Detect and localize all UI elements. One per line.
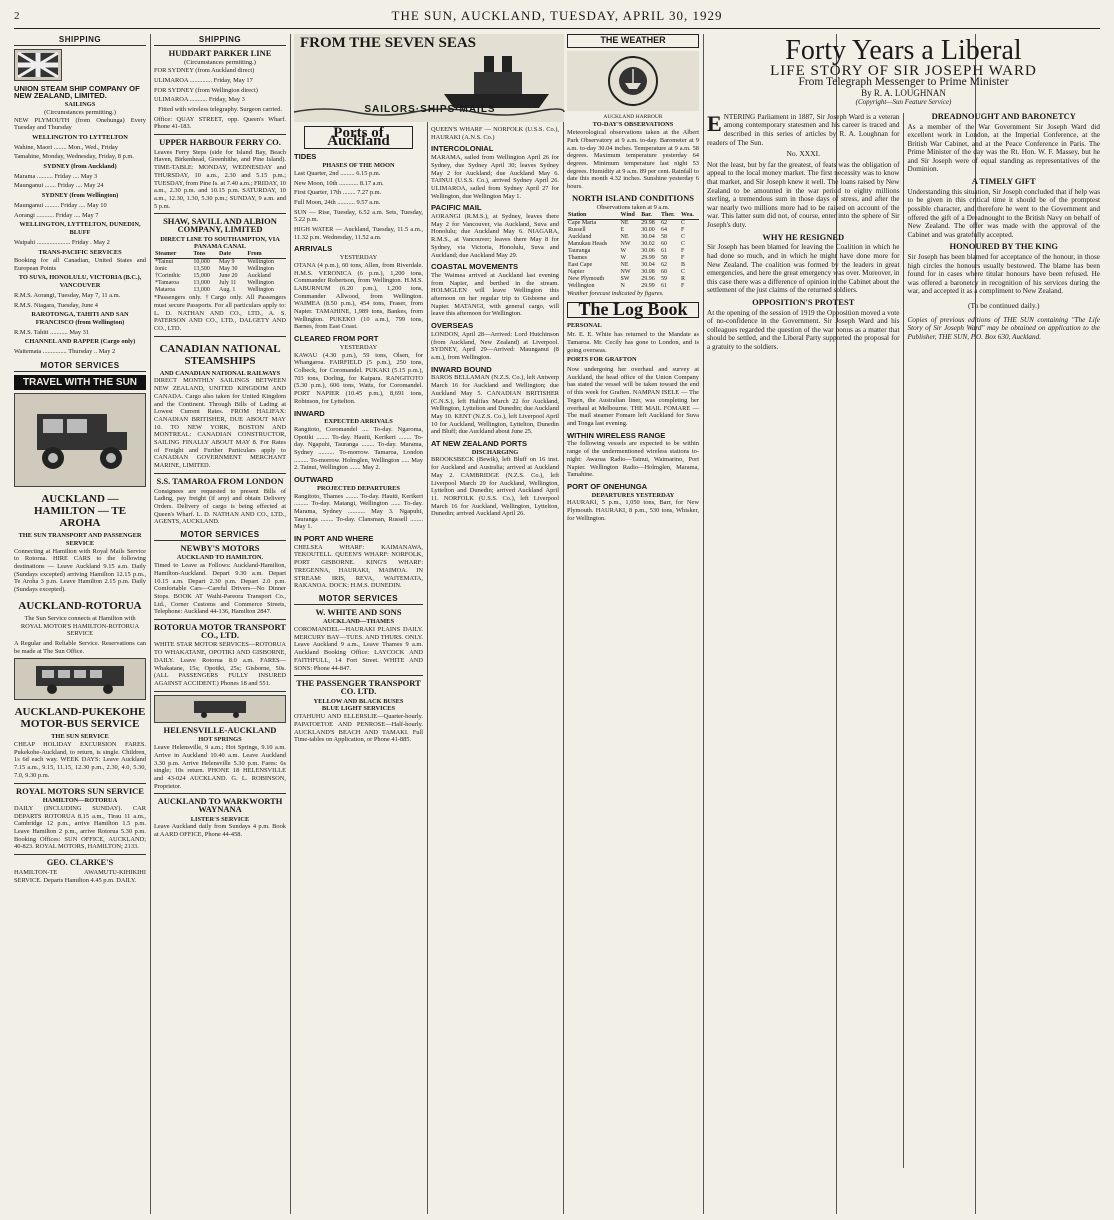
shaw-savill-sub: DIRECT LINE TO SOUTHAMPTON, VIA PANAMA CANAL bbox=[160, 235, 280, 251]
tp-line: TO SUVA, HONOLULU, VICTORIA (B.C.), VANCOUVER bbox=[18, 274, 142, 290]
column-rule bbox=[563, 34, 564, 1214]
moon-line: First Quarter, 17th ........ 7.27 p.m. bbox=[294, 189, 382, 197]
rotorua-heading: AUCKLAND-ROTORUA bbox=[18, 599, 142, 612]
inward-bound-heading: INWARD BOUND bbox=[431, 364, 492, 374]
table-cell: 59 bbox=[661, 276, 668, 283]
inward-bound-body: BAROS BELLAMAN (N.Z.S. Co.), left Antwerp March 16 for Auckland and Wellington; due Auckland May 5. CANADIAN BRITISHER (C.N.S.), left Halifax March 22 for Auckland, Wellington, Lyttelton and Dunedin; due Auckland May 10. KENT (N.Z.S. Co.), left Liverpool April 10 for Auckland, Wellington, Lyttelton, Dunedin and Bluff; due Auckland about June 25. bbox=[431, 374, 559, 436]
table-cell: C bbox=[681, 269, 686, 276]
subhead-dreadnought: DREADNOUGHT AND BARONETCY bbox=[931, 110, 1076, 121]
shaw-savill-heading: SHAW, SAVILL AND ALBION COMPANY, LIMITED bbox=[163, 216, 277, 235]
onehunga-departures: DEPARTURES YESTERDAY bbox=[591, 491, 675, 499]
cnr-body: DIRECT MONTHLY SAILINGS BETWEEN NEW ZEALAND, UNITED KINGDOM AND CANADA. Cargo also taken for United Kingdom and the Continent. Through Bills of Lading at Lowest Current Rates. FROM HALIFAX: CANADIAN BRITISHER, DUE ABOUT MAY 10. TO NEW YORK, BOSTON AND MONTREAL: CANADIAN CONSTRUCTOR, SAILING FINALLY ABOUT MAY 8. For Rates of Freight and Further Particulars apply to CANADIAN GOVERNMENT MERCHANT MARINE, LIMITED. bbox=[154, 377, 286, 470]
union-line: Maunganui ......... Friday .... May 10 bbox=[14, 201, 107, 209]
table-cell: E bbox=[620, 227, 625, 234]
section-heading-shipping: SHIPPING bbox=[14, 36, 146, 46]
feature-lead: ENTERING Parliament in 1887, Sir Joseph Ward is a veteran among contemporary statesmen and his career is traced and described in this series of articles by R. A. Loughnan for readers of The Sun. bbox=[707, 110, 900, 147]
motor-bus-illustration bbox=[14, 658, 146, 700]
table-header: Date bbox=[218, 251, 246, 259]
table-cell: 61 bbox=[661, 248, 668, 255]
passenger-transport-heading: THE PASSENGER TRANSPORT CO. LTD. bbox=[296, 678, 421, 696]
table-cell: 61 bbox=[661, 283, 668, 290]
table-header: Wea. bbox=[680, 212, 699, 220]
table-cell: 30.00 bbox=[641, 227, 655, 234]
passenger-body: OTAHUHU AND ELLERSLIE—Quarter-hourly. PAPATOETOE AND PENROSE—Half-hourly. AUCKLAND'S BEACH AND TAMAKI. Full Time-tables on Application, or Phone 41-885. bbox=[294, 713, 423, 744]
huddart-line: FOR SYDNEY (from Wellington direct) bbox=[154, 86, 258, 94]
inward-body: Rangitoto, Coromandel .... To-day. Ngaroma, Opotiki ........ To-day. Hauiti, Kerikeri ........ To-day. Ngapuhi, Tauranga ........ To-day. Marama, Sydney .......... To-morrow. Tamaroa, London ......... To-morrow. Holmglen, Wellington ..... May 2. Tainui, Wellington ....... May 2. bbox=[294, 425, 423, 472]
seven-seas-sub: SAILORS·SHIPS·MAILS bbox=[364, 104, 496, 115]
helensville-body: Leave Helensville, 9 a.m.; Hot Springs, 9.10 a.m. Arrive in Auckland 10.40 a.m. Leave Auckland 3.30 p.m. Arrive Helensville 5.30 p.m. Fares: 6s single; 10s return. PHONE 18 HELENSVILLE and 43-024 AUCKLAND. G. L. ROBINSON, Proprietor. bbox=[154, 744, 286, 790]
table-row: †Corinthic 15,000 June 20 Auckland bbox=[155, 273, 271, 280]
coastal-heading: COASTAL MOVEMENTS bbox=[431, 262, 519, 272]
table-cell: 30.06 bbox=[641, 248, 655, 255]
table-cell: 60 bbox=[661, 241, 668, 248]
table-cell: Manukau Heads bbox=[568, 241, 608, 248]
white-sons-heading: W. WHITE AND SONS bbox=[315, 606, 402, 617]
passenger-sub2: BLUE LIGHT SERVICES bbox=[321, 705, 396, 713]
table-row: *Tamaroa 13,000 July 11 Wellington bbox=[155, 280, 274, 287]
warkworth-sub: LISTER'S SERVICE bbox=[190, 815, 250, 823]
table-row bbox=[567, 262, 699, 269]
column-rule bbox=[427, 34, 428, 1214]
projected-departures: PROJECTED DEPARTURES bbox=[317, 484, 400, 492]
tides-heading: TIDES bbox=[294, 152, 317, 162]
table-cell: W bbox=[620, 248, 627, 255]
table-row: Mataroa 13,000 Aug. 1 Wellington bbox=[155, 287, 274, 294]
pukekohe-body: CHEAP HOLIDAY EXCURSION FARES. Pukekohe-Auckland, to return, is single. Children, 1s 6d each way. WEEK DAYS: Leave Auckland 7.15 a.m., 9.15, 11.15, 12.30 p.m., 2.30, 4.0, 5.30, 7.0, 9.30 p.m. bbox=[14, 741, 146, 779]
feature-paragraph: Sir Joseph has been blamed for acceptance of the honour, in those high circles the honours usually bestowed. The blame has been found for in cases where titular honours have been refused. He was offered a baronetcy in recognition of his services during the war, and accepted it as a compliment to New Zealand. bbox=[907, 253, 1100, 296]
shaw-savill-notes: *Passengers only. †Cargo only. All Passengers must secure Passports. For all particulars apply to: L. D. NATHAN AND CO., LTD., A. S. PATERSON AND CO., LTD., DALGETY AND CO., LTD. bbox=[154, 294, 286, 332]
column-rule bbox=[150, 34, 151, 1214]
expected-arrivals: EXPECTED ARRIVALS bbox=[324, 418, 393, 426]
union-heading: UNION STEAM SHIP COMPANY OF NEW ZEALAND, LIMITED. bbox=[14, 83, 140, 101]
table-cell: F bbox=[681, 255, 685, 262]
drop-cap: E bbox=[707, 110, 722, 136]
union-line: Marama .......... Friday .... May 3 bbox=[14, 172, 98, 180]
section-heading-motor: MOTOR SERVICES bbox=[154, 531, 286, 541]
table-cell: W bbox=[620, 255, 627, 262]
log-subheading: PORTS FOR GRAFTON bbox=[567, 356, 637, 364]
table-row bbox=[567, 227, 699, 234]
table-cell: NE bbox=[620, 262, 629, 269]
weather-note: Weather forecast indicated by figures. bbox=[567, 290, 664, 298]
feature-title: Forty Years a Liberal bbox=[785, 35, 1022, 66]
feature-article bbox=[707, 34, 1100, 1214]
rotorua-sub: The Sun Service connects at Hamilton with ROYAL MOTOR'S HAMILTON-ROTORUA SERVICE bbox=[20, 614, 140, 638]
subhead-opposition: OPPOSITION'S PROTEST bbox=[752, 296, 855, 307]
nz-ports-sub: DISCHARGING bbox=[471, 448, 519, 456]
hamilton-heading: AUCKLAND — HAMILTON — TE AROHA bbox=[33, 493, 127, 530]
table-cell: NW bbox=[620, 269, 631, 276]
cleared-body: KAWAU (4.30 p.m.), 59 tons, Olsen, for Whangaroa. FAIRFIELD (5 p.m.), 250 tons, Colbeck, for Coromandel. PUKAKI (5.15 p.m.), 703 tons, Dorling, for Kaipara. RANGITOTO (5.30 p.m.), 606 tons, Watts, for Coromandel. PORT NAPIER (10.45 p.m.), 8,691 tons, Robinson, for Lyttelton. bbox=[294, 351, 423, 405]
table-cell: Tauranga bbox=[568, 248, 591, 255]
section-heading-motor: MOTOR SERVICES bbox=[294, 595, 423, 605]
tamaroa-heading: S.S. TAMAROA FROM LONDON bbox=[156, 475, 284, 486]
union-line: Maunganui ....... Friday .... May 24 bbox=[14, 182, 104, 190]
table-header: Station bbox=[567, 212, 620, 220]
personal-heading: PERSONAL bbox=[567, 321, 602, 329]
union-line: NEW PLYMOUTH (from Onehunga) Every Tuesday and Thursday bbox=[14, 116, 146, 132]
warkworth-heading: AUCKLAND TO WARKWORTH WAYNANA bbox=[157, 796, 283, 815]
tamaroa-body: Consignees are requested to present Bills of Lading, pay freight (if any) and obtain Delivery Orders. Delivery of cargo is being effected at Queen's Wharf. L. D. NATHAN AND CO., LTD., AGENTS, AUCKLAND. bbox=[154, 487, 286, 526]
table-header: Wind bbox=[620, 212, 641, 220]
personal-body: Mr. E. E. White has returned to the Mandate as Tamaroa. Mr. Cecily has gone to London, and is going overseas. bbox=[567, 331, 699, 354]
newbys-heading: NEWBY'S MOTORS bbox=[180, 542, 260, 553]
huddart-line: Fitted with wireless telegraphy. Surgeon carried. bbox=[158, 105, 282, 113]
masthead bbox=[14, 4, 1100, 29]
white-sons-body: COROMANDEL—HAURAKI PLAINS DAILY. MERCURY BAY—TUES. AND THURS. ONLY. Leave Auckland 9 a.m., Leave Thames 9 a.m. Auckland Booking Office: LAYCOCK AND FAITHFULL, 14 Fort Street. WHITE AND SONS: Phone 44-847. bbox=[294, 626, 423, 672]
pacific-mail-heading: PACIFIC MAIL bbox=[431, 203, 482, 213]
table-cell: R bbox=[681, 276, 686, 283]
table-header: Ther. bbox=[660, 212, 680, 220]
table-cell: 29.99 bbox=[641, 283, 655, 290]
harbour-emblem bbox=[567, 51, 699, 111]
table-cell: Auckland bbox=[568, 234, 592, 241]
table-cell: 29.99 bbox=[641, 255, 655, 262]
bus-icon bbox=[30, 662, 130, 696]
onehunga-body: HAURAKI, 5 p.m., 1,050 tons, Barr, for New Plymouth. HAURAKI, 8 p.m., 530 tons, Whisker, for Wellington. bbox=[567, 499, 699, 522]
table-cell: N bbox=[620, 283, 625, 290]
high-water: HIGH WATER — Auckland, Tuesday, 11.5 a.m., 11.32 p.m. Wednesday, 11.52 a.m. bbox=[294, 226, 423, 241]
column-shipping-news bbox=[431, 126, 559, 1214]
table-cell: Wellington bbox=[568, 283, 595, 290]
ports-of-auckland-heading: Ports of Auckland bbox=[304, 126, 413, 149]
table-header: Steamer bbox=[154, 251, 192, 259]
section-heading-shipping: SHIPPING bbox=[154, 36, 286, 46]
table-cell: F bbox=[681, 248, 685, 255]
huddart-line: Office: QUAY STREET, opp. Queen's Wharf. Phone 41-183. bbox=[154, 115, 286, 131]
car-icon bbox=[25, 400, 135, 480]
union-line: WELLINGTON, LYTTELTON, DUNEDIN, BLUFF bbox=[19, 221, 141, 236]
huddart-line: ULIMAROA ........... Friday, May 3 bbox=[154, 96, 245, 104]
shaw-savill-table bbox=[154, 251, 286, 294]
tp-line: Booking for all Canadian, United States and European Points bbox=[14, 257, 146, 272]
table-cell: NW bbox=[620, 241, 631, 248]
clarkes-body: HAMILTON-TE AWAMUTU-KIHIKIHI SERVICE. Departs Hamilton 4.45 p.m. DAILY. bbox=[14, 868, 146, 884]
union-line: Tamahine, Monday, Wednesday, Friday, 8 p.m. bbox=[14, 153, 134, 161]
table-cell: 29.96 bbox=[641, 276, 655, 283]
bus-icon bbox=[190, 699, 250, 719]
seven-seas-title: FROM THE SEVEN SEAS bbox=[300, 35, 477, 51]
weather-heading: THE WEATHER bbox=[567, 34, 699, 48]
arrivals-body: OTANA (4 p.m.), 60 tons, Allen, from Riverdale. H.M.S. VERONICA (6 p.m.), 1,200 tons, Commander Robertson, from Wellington. H.M.S. LABURNUM (6.20 p.m.), 1,200 tons, Commander Allwood, from Wellington. WAIMEA (8.50 p.m.), 454 tons, Fraser, from Napier. TAMAHINE, 1,989 tons, Bankes, from Wellington. PUKEKO (10 a.m.), 799 tons, Barnes, from East Coast. bbox=[294, 261, 423, 331]
column-shipping-2 bbox=[154, 34, 286, 1214]
tp-line: RAROTONGA, TAHITI AND SAN FRANCISCO (from Wellington) bbox=[31, 311, 129, 326]
nz-ports-heading: AT NEW ZEALAND PORTS bbox=[431, 439, 528, 449]
table-cell: 29.98 bbox=[641, 220, 655, 227]
moon-line: Last Quarter, 2nd ......... 6.15 p.m. bbox=[294, 169, 381, 177]
north-island-heading: NORTH ISLAND CONDITIONS bbox=[571, 192, 695, 203]
table-cell: NE bbox=[620, 220, 629, 227]
column-rule bbox=[703, 34, 704, 1214]
cleared-yesterday: YESTERDAY bbox=[339, 343, 378, 351]
union-line: SYDNEY (from Wellington) bbox=[41, 192, 119, 200]
in-port-body: CHELSEA WHARF: KAIMANAWA, TEKOUTELL. QUEEN'S WHARF: NORFOLK, PORT GISBORNE. KING'S WHARF: TREGENNA, HAURAKI, MAIMOA. IN STREAM: IRIS, REVA, WAITEMATA, RAKANOA. DOCK: H.M.S. DUNEDIN. bbox=[294, 543, 423, 590]
feature-paragraph: At the opening of the session of 1919 the Opposition moved a vote of no-confidence in the Government. Sir Joseph Ward and his colleagues regarded the question of the war bonus as a matter that should be settled, and the Liberal Party supported the proposal for a gratuity to the soldiers. bbox=[707, 308, 900, 351]
huddart-line: FOR SYDNEY (from Auckland direct) bbox=[154, 67, 255, 75]
table-cell: East Cape bbox=[568, 262, 593, 269]
tp-line: CHANNEL AND RAPPER (Cargo only) bbox=[24, 338, 136, 346]
arrivals-heading: ARRIVALS bbox=[294, 244, 333, 254]
table-cell: 64 bbox=[661, 227, 668, 234]
wharf-listing: QUEEN'S WHARF — NORFOLK (U.S.S. Co.), HAURAKI (A.N.S. Co.) bbox=[431, 126, 559, 141]
tp-line: R.M.S. Aorangi, Tuesday, May 7, 11 a.m. bbox=[14, 291, 121, 299]
cleared-heading: CLEARED FROM PORT bbox=[294, 334, 379, 344]
in-port-heading: IN PORT AND WHERE bbox=[294, 534, 374, 544]
royal-heading: ROYAL MOTORS SUN SERVICE bbox=[16, 785, 144, 796]
subhead-resigned: WHY HE RESIGNED bbox=[762, 231, 845, 242]
feature-body bbox=[707, 110, 1100, 1168]
moon-line: New Moon, 10th ............ 8.17 a.m. bbox=[294, 179, 384, 187]
royal-sub: HAMILTON—ROTORUA bbox=[42, 797, 118, 805]
outward-heading: OUTWARD bbox=[294, 475, 334, 485]
moon-line: Full Moon, 24th ........... 9.57 a.m. bbox=[294, 198, 381, 206]
table-cell: 30.08 bbox=[641, 269, 655, 276]
column-weather-log bbox=[567, 34, 699, 1214]
feature-paragraph: As a member of the War Government Sir Joseph Ward did excellent work in London, at the Imperial Conference, at the British War Cabinet, and at the Peace Conference in Paris. The Prime Minister of the day was the Rt. Hon. W. F. Massey, but he and Sir Joseph were of equal standing as representatives of the Dominion. bbox=[907, 122, 1100, 174]
white-sons-sub: AUCKLAND—THAMES bbox=[322, 618, 394, 626]
hamilton-body: Connecting at Hamilton with Royal Mails Service to Rotorua. HIRE CARS to the following destinations — Leave Auckland 9.15 a.m. Daily (Sundays excepted) arriving Hamilton 12.15 p.m., Te Aroha 3 p.m. Leave Hamilton 2.15 p.m. Daily (Sundays excepted). bbox=[14, 547, 146, 594]
subhead-timely-gift: A TIMELY GIFT bbox=[971, 176, 1036, 187]
hamilton-sub: THE SUN TRANSPORT AND PASSENGER SERVICE bbox=[18, 532, 142, 547]
harbour-ferry-body: Leaves Ferry Steps (side for Island Bay, Beach Haven, Birkenhead, Greenhithe, and Pine Island). TIME-TABLE: MONDAY, WEDNESDAY and THURSDAY, 10 a.m., 2.30 and 5.15 p.m.; TUESDAY, from Pine Is. at 7.40 a.m.; FRIDAY, 10 a.m., 2.30 p.m. and 10.15 p.m. SATURDAY, 10 a.m., 12.30, 1.30, 5.30 p.m.; SUNDAY, 9 a.m. and 5 p.m. bbox=[154, 148, 286, 210]
outward-body: Rangitoto, Thames ........ To-day. Hauiti, Kerikeri ......... To-day. Matangi, Wellington ...... To-day. Marama, Sydney ........... May 3. Ngapuhi, Tauranga ........ To-day. Clansman, Russell ........ May 1. bbox=[294, 492, 423, 531]
table-cell: Russell bbox=[568, 227, 586, 234]
tp-line: R.M.S. Tahiti ........... May 31 bbox=[14, 328, 90, 336]
passenger-sub1: YELLOW AND BLACK BUSES bbox=[313, 697, 404, 705]
union-line: SYDNEY (from Auckland) bbox=[43, 163, 117, 171]
bus-illustration bbox=[154, 695, 286, 723]
huddart-line: ULIMAROA .............. Friday, May 17 bbox=[154, 76, 253, 84]
table-cell: 30.04 bbox=[641, 262, 655, 269]
table-cell: New Plymouth bbox=[568, 276, 605, 283]
travel-with-sun-banner: TRAVEL WITH THE SUN bbox=[14, 375, 146, 391]
table-cell: Thames bbox=[568, 255, 587, 262]
feature-paragraph: Not the least, but by far the greatest, of feats was the obligation of appeal to the local money market. The first necessity was to know that market, and Sir Joseph knew it well. The loans raised by New Zealand to be amounted in the war period to eighty millions sterling, a tremendous sum in those days of stress, and after the war nearly two millions more had to be raised on account of the war. This latter sum did not, of course, enter into the sphere of Sir Joseph's duty. bbox=[707, 160, 900, 230]
table-cell: 62 bbox=[661, 220, 668, 227]
vintage-car-illustration bbox=[14, 393, 146, 487]
union-circ: (Circumstances permitting.) bbox=[44, 108, 116, 116]
table-header: Bar. bbox=[640, 212, 660, 220]
table-cell: Cape Maria bbox=[568, 220, 597, 227]
table-row bbox=[567, 234, 699, 241]
table-row: Ionic 13,500 May 30 Wellington bbox=[155, 266, 274, 273]
feature-subtitle: LIFE STORY OF SIR JOSEPH WARD bbox=[770, 63, 1037, 79]
subhead-honoured: HONOURED BY THE KING bbox=[949, 241, 1058, 252]
observations-heading: TO-DAY'S OBSERVATIONS bbox=[592, 121, 674, 129]
table-header: Tons bbox=[192, 251, 218, 259]
wireless-heading: WITHIN WIRELESS RANGE bbox=[567, 430, 666, 440]
feature-paragraph: Sir Joseph has been blamed for leaving the Coalition in which he had done so much, and in which he might have done more for New Zealand. The coalition was formed by the leaders in great emergencies, and here the great emergency was over. Moreover, in this case there was a difference of opinion in the Cabinet about the settlement of the just claims of the returned soldiers. bbox=[707, 243, 900, 295]
table-cell: F bbox=[681, 227, 685, 234]
rotorua-body: A Regular and Reliable Service. Reservations can be made at The Sun Office. bbox=[14, 639, 146, 655]
emblem-caption: AUCKLAND HARBOUR bbox=[603, 113, 663, 120]
crest-icon bbox=[603, 53, 663, 109]
onehunga-heading: PORT OF ONEHUNGA bbox=[567, 481, 648, 491]
column-rule bbox=[290, 34, 291, 1214]
rotorua-motor-heading: ROTORUA MOTOR TRANSPORT CO., LTD. bbox=[154, 622, 286, 640]
table-row bbox=[567, 241, 699, 248]
feature-continued: (To be continued daily.) bbox=[968, 301, 1040, 311]
section-heading-motor: MOTOR SERVICES bbox=[14, 362, 146, 372]
cnr-heading: CANADIAN NATIONAL STEAMSHIPS bbox=[159, 342, 281, 367]
table-cell: 62 bbox=[661, 262, 668, 269]
north-island-sub: Observations taken at 9 a.m. bbox=[596, 204, 670, 212]
royal-body: DAILY (INCLUDING SUNDAY). CAR DEPARTS ROTORUA 8.15 a.m., Tirau 11 a.m., Cambridge 12 p.m., arrive Hamilton 1.5 p.m. Leave Hamilton 2 p.m., arrive Rotorua 5.30 p.m. Booking Offices: SUN OFFICE, AUCKLAND; 40-823. ROYAL MOTORS, HAMILTON; 2133. bbox=[14, 804, 146, 851]
table-cell: C bbox=[681, 220, 686, 227]
sun-times: SUN — Rise, Tuesday, 6.52 a.m. Sets, Tuesday, 5.22 p.m. bbox=[294, 208, 423, 224]
union-line: Waipahi ..................... Friday . May 2 bbox=[14, 238, 110, 246]
union-line: Aorangi ........... Friday .... May 7 bbox=[14, 211, 99, 219]
log-book-heading: The Log Book bbox=[567, 302, 699, 318]
table-cell: NE bbox=[620, 234, 629, 241]
table-row: *Tainui 10,000 May 9 Wellington bbox=[155, 259, 274, 266]
nz-ports-body: BROOKSBECK (Bewik), left Bluff on 16 inst. for Auckland and Australia; arrived at Auckland May 2. CAMBRIDGE (N.Z.S. Co.), left Liverpool March 29 for Auckland, Wellington, Lyttelton and Dunedin; arrived Auckland April 11. NORFOLK (U.S.S. Co.), left Liverpool March 16 for Auckland, Wellington, Lyttelton, Dunedin; arrived Auckland April 26. bbox=[431, 456, 559, 518]
flag-icon bbox=[18, 53, 58, 77]
intercolonial-body: MARAMA, sailed from Wellington April 26 for Sydney, due Sydney April 30; leaves Sydney May 2 for Auckland; due Auckland May 6. TAINUI (U.S.S. Co.), arrived Sydney April 26. ULIMAROA, sailed from Sydney April 27 for Wellington, due Wellington May 1. bbox=[431, 154, 559, 200]
overseas-heading: OVERSEAS bbox=[431, 321, 474, 331]
table-row bbox=[567, 276, 699, 283]
union-line: Wahine, Maori ........ Mon., Wed., Friday bbox=[14, 143, 118, 151]
table-cell: SW bbox=[620, 276, 630, 283]
table-row bbox=[567, 269, 699, 276]
union-line: WELLINGTON TO LYTTELTON bbox=[32, 133, 128, 141]
newbys-sub: AUCKLAND TO HAMILTON. bbox=[176, 554, 264, 562]
feature-paragraph: Understanding this situation, Sir Joseph concluded that if help was to be given in this critical time it should be of the promptest possible character, and therefore he went to the Government and offered the gift of a Dreadnought to the British Navy on behalf of New Zealand. The offer was made with the approval of the Cabinet and was gratefully accepted. bbox=[907, 187, 1100, 239]
column-shipping-1 bbox=[14, 34, 146, 1214]
union-sailings: SAILINGS bbox=[64, 101, 96, 109]
tp-line: Waitemata ............... Thursday .. May 2 bbox=[14, 348, 116, 356]
tp-line: R.M.S. Niagara, Tuesday, June 4 bbox=[14, 301, 98, 309]
feature-subtitle-2: From Telegraph Messenger to Prime Minister bbox=[798, 75, 1009, 88]
table-cell: 30.02 bbox=[641, 241, 655, 248]
table-cell: 30.04 bbox=[641, 234, 655, 241]
warkworth-body: Leave Auckland daily from Sundays 4 p.m. Book at AARD OFFICE, Phone 44-458. bbox=[154, 823, 286, 839]
arrivals-yesterday: YESTERDAY bbox=[339, 254, 378, 262]
page-number: 2 bbox=[14, 10, 20, 22]
table-row bbox=[567, 248, 699, 255]
table-row bbox=[567, 220, 699, 228]
table-row bbox=[567, 283, 699, 290]
observations-body: Meteorological observations taken at the Albert Park Observatory at 9 a.m. to-day. Barometer at 9 a.m. to-day 30.04 inches. Temperature at 9 a.m. 58 degrees. Maximum temperature yesterday 64 degrees. Minimum temperature last night 53 degrees. Humidity at 9 a.m. 89 per cent. Rainfall to date this month 4.32 inches. Sunshine yesterday 6 hours. bbox=[567, 129, 699, 191]
helensville-sub: HOT SPRINGS bbox=[198, 736, 242, 744]
intercolonial-heading: INTERCOLONIAL bbox=[431, 144, 494, 154]
huddart-circ: (Circumstances permitting.) bbox=[184, 59, 256, 67]
newbys-body: Timed to Leave as Follows: Auckland-Hamilton, Hamilton-Auckland. Depart 9.30 a.m. Depart 10.15 a.m. Depart 2.30 p.m. Depart 2.0 p.m. Comfortable Cars—Careful Drivers—No Dinner Stops. BOOK AT Waihi-Pareora Transport Co., Ltd., Corner Customs and Commerce Streets, Telephone: Auckland 44-136, Hamilton 2847. bbox=[154, 562, 286, 616]
feature-number: No. XXXI. bbox=[786, 149, 821, 159]
table-header: From bbox=[246, 251, 286, 259]
feature-copyright: (Copyright—Sun Feature Service) bbox=[855, 98, 952, 107]
overseas-body: LONDON, April 28—Arrived: Lord Hutchinson (from Auckland, New Zealand) at Liverpool. SYDNEY, April 29—Arrived: Maunganui (8 a.m.), from Wellington. bbox=[431, 330, 559, 361]
union-flag-emblem bbox=[14, 49, 62, 81]
table-cell: C bbox=[681, 234, 686, 241]
weather-table bbox=[567, 212, 699, 290]
clarkes-heading: GEO. CLARKE'S bbox=[46, 857, 114, 868]
pacific-mail-body: AORANGI (R.M.S.), at Sydney, leaves there May 2 for Vancouver, via Auckland, Suva and Honolulu; due Auckland May 6. NIAGARA, R.M.S., at Vancouver; leaves there May 8 for Sydney, via Victoria, Honolulu, Suva and Auckland; due Auckland May 29. bbox=[431, 213, 559, 259]
feature-byline: By R. A. LOUGHNAN bbox=[861, 88, 946, 99]
harbour-ferry-heading: UPPER HARBOUR FERRY CO. bbox=[159, 137, 281, 148]
log-body: Now undergoing her overhaul and survey at Auckland, the head office of the Union Company has stated the vessel will be taken toward the end of this week for Graften. NAMPAN ISELE — The Tegen, the Australian liner, was completing her overhaul at Melbourne. THE MAIL FOMARE — The mail steamer Fomare left Auckland for Suva and Tonga last evening. bbox=[567, 366, 699, 427]
wireless-body: The following vessels are expected to be within range of the undermentioned wireless stations to-night: Awarua Radio—Tainui, Waimarino, Port Napier. Wellington Radio—Holmglen, Marama, Tamahine. bbox=[567, 440, 699, 479]
huddart-heading: HUDDART PARKER LINE bbox=[168, 47, 272, 58]
pukekohe-sub: THE SUN SERVICE bbox=[51, 733, 109, 741]
table-cell: F bbox=[681, 283, 685, 290]
trans-pacific-heading: TRANS-PACIFIC SERVICES bbox=[38, 249, 122, 257]
cnr-sub: AND CANADIAN NATIONAL RAILWAYS bbox=[159, 369, 281, 377]
table-cell: 58 bbox=[661, 234, 668, 241]
newspaper-title: THE SUN, AUCKLAND, TUESDAY, APRIL 30, 1929 bbox=[391, 8, 723, 23]
inward-heading: INWARD bbox=[294, 408, 325, 418]
moon-heading: PHASES OF THE MOON bbox=[322, 162, 395, 170]
table-row bbox=[567, 255, 699, 262]
table-cell: 60 bbox=[661, 269, 668, 276]
table-cell: C bbox=[681, 241, 686, 248]
rotorua-motor-body: WHITE STAR MOTOR SERVICES—ROTORUA TO WHAKATANE, OPOTIKI AND GISBORNE, DAILY. Leave Rotorua 8.0 a.m. FARES—Whakatane, 15s; Opotiki, 25s; Gisborne, 50s. (ALL PASSENGERS FULLY INSURED AGAINST ACCIDENT.) Phones 18 and 551. bbox=[154, 641, 286, 687]
coastal-body: The Waimea arrived at Auckland last evening from Napier, and berthed in the stream. HOLMGLEN will leave Wellington this afternoon on her regular trip to Gisborne and Napier. MATANGI, with general cargo, will leave this afternoon for Wellington. bbox=[431, 271, 559, 318]
feature-footnote: Copies of previous editions of THE SUN containing "The Life Story of Sir Joseph Ward" may be obtained on application to the Publisher, THE SUN, P.O. Box 630, Auckland. bbox=[907, 315, 1100, 341]
table-cell: B bbox=[681, 262, 686, 269]
table-cell: Napier bbox=[568, 269, 585, 276]
pukekohe-heading: AUCKLAND-PUKEKOHE MOTOR-BUS SERVICE bbox=[14, 706, 146, 731]
table-cell: 58 bbox=[661, 255, 668, 262]
helensville-heading: HELENSVILLE-AUCKLAND bbox=[163, 724, 277, 735]
